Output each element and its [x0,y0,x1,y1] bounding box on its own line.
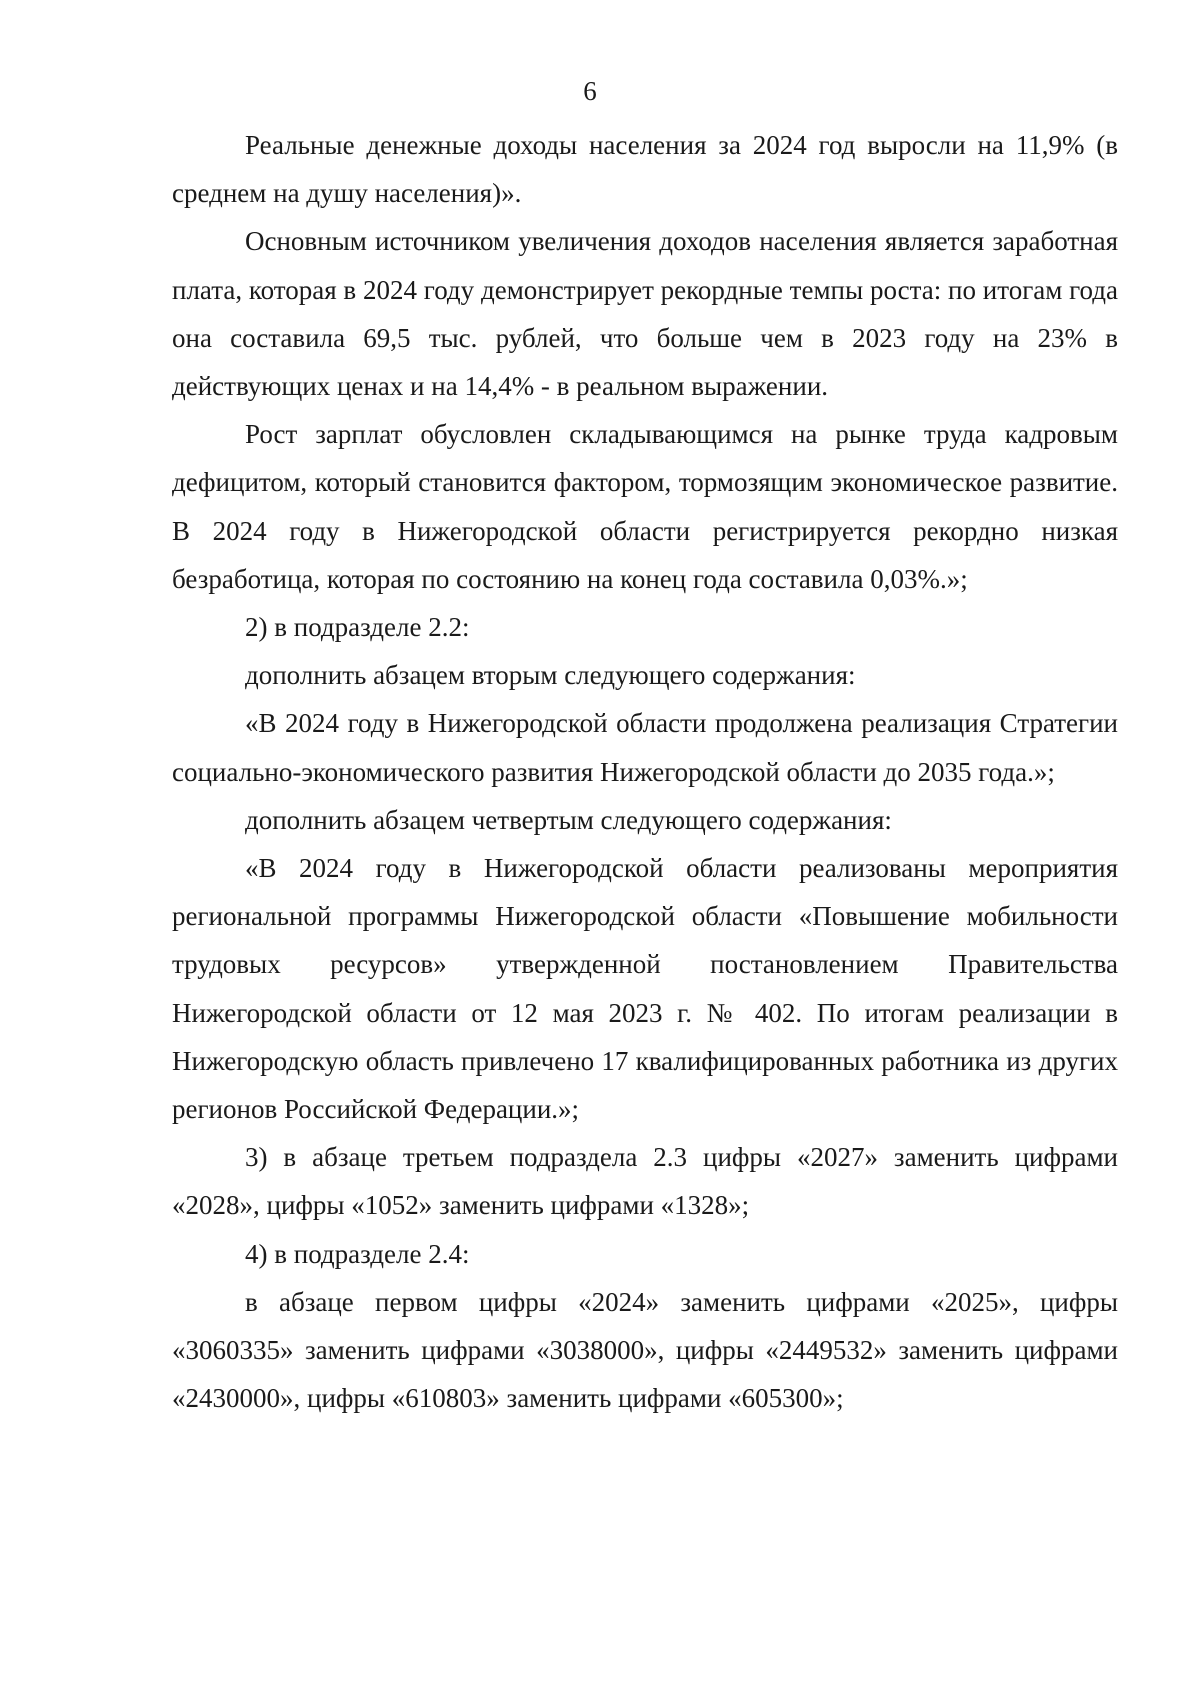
paragraph-wage-source: Основным источником увеличения доходов населения является заработная плата, которая в 2024 году демонстрирует рекордные темпы роста: по итогам года она составила 69,5 тыс. рублей, что больше чем в 2023 году на 23% в действующих ценах и на 14,4% - в реальном выражении. [172,226,1118,402]
page-number: 6 [583,76,597,106]
paragraph-replace-figures: в абзаце первом цифры «2024» заменить цифрами «2025», цифры «3060335» заменить цифрами «3038000», цифры «2449532» заменить цифрами «2430000», цифры «610803» заменить цифрами «605300»; [172,1286,1118,1414]
document-body [172,121,1118,1422]
paragraph-add-fourth: дополнить абзацем четвертым следующего содержания: [245,804,892,835]
paragraph-item-4: 4) в подразделе 2.4: [245,1238,470,1269]
paragraph-item-2: 2) в подразделе 2.2: [245,612,470,643]
paragraph-labor-deficit: Рост зарплат обусловлен складывающимся на рынке труда кадровым дефицитом, который становится фактором, тормозящим экономическое развитие. В 2024 году в Нижегородской области регистрируется рекордно низкая безработица, которая по состоянию на конец года составила 0,03%.»; [172,419,1118,594]
paragraph-item-3: 3) в абзаце третьем подраздела 2.3 цифры «2027» заменить цифрами «2028», цифры «1052» заменить цифрами «1328»; [172,1142,1118,1221]
paragraph-income-growth: Реальные денежные доходы населения за 2024 год выросли на 11,9% (в среднем на душу населения)». [172,130,1118,209]
paragraph-strategy-quote: «В 2024 году в Нижегородской области продолжена реализация Стратегии социально-экономического развития Нижегородской области до 2035 года.»; [172,708,1118,787]
paragraph-mobility-quote: «В 2024 году в Нижегородской области реализованы мероприятия региональной программы Нижегородской области «Повышение мобильности трудовых ресурсов» утвержденной постановлением Правительства Нижегородской области от 12 мая 2023 г. № 402. По итогам реализации в Нижегородскую область привлечено 17 квалифицированных работника из других регионов Российской Федерации.»; [172,853,1118,1125]
paragraph-add-second: дополнить абзацем вторым следующего содержания: [245,660,856,691]
